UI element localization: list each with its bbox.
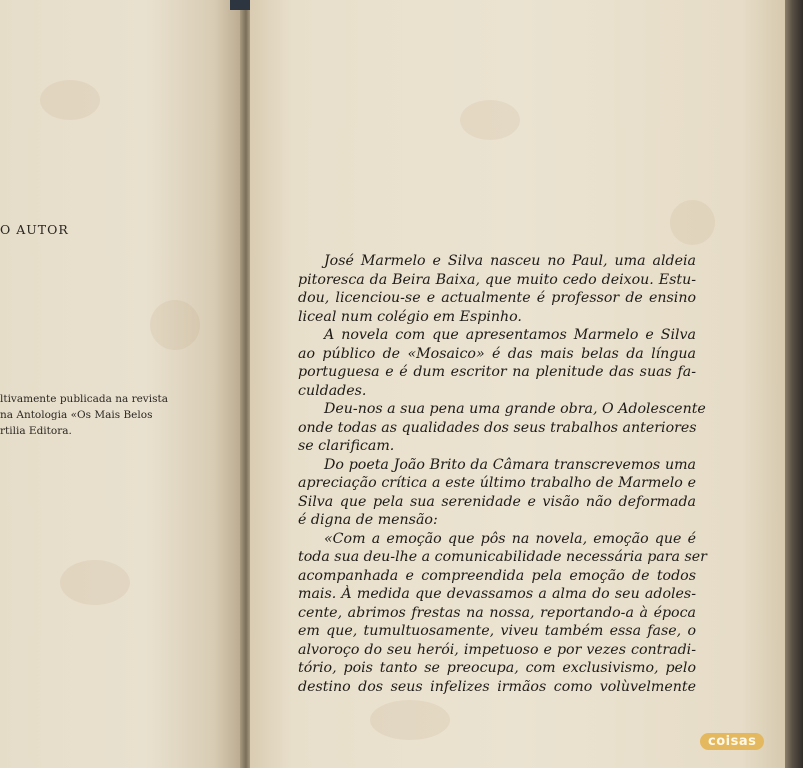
paragraph [298, 400, 706, 456]
text-line: «Com a emoção que pôs na novela, emoção que é [324, 530, 696, 547]
author-heading: O AUTOR [0, 222, 69, 237]
text-line: é digna de mensão: [298, 512, 438, 528]
text-line: onde todas as qualidades dos seus trabalhos anteriores [298, 419, 697, 436]
text-line: dou, licenciou-se e actualmente é professor de ensino [298, 290, 696, 306]
left-page [0, 0, 243, 768]
paragraph [298, 456, 696, 530]
text-line: A novela com que apresentamos Marmelo e Silva [324, 327, 696, 343]
text-line: Do poeta João Brito da Câmara transcrevemos uma [324, 456, 696, 473]
paragraph [298, 252, 696, 326]
paragraph [298, 326, 696, 400]
text-line: cente, abrimos frestas na nossa, reportando-a à época [298, 604, 696, 621]
text-line: pitoresca da Beira Baixa, que muito cedo deixou. Estu- [298, 271, 696, 288]
text-line: José Marmelo e Silva nasceu no Paul, uma aldeia [324, 253, 696, 269]
page-stain [150, 300, 200, 350]
page-stain [60, 560, 130, 605]
book-edge [785, 0, 803, 768]
publication-note-line: rtilia Editora. [0, 425, 72, 437]
text-line: alvoroço do seu herói, impetuoso e por vezes contradi- [298, 641, 696, 658]
text-line: se clarificam. [298, 438, 395, 454]
publication-note-line: ltivamente publicada na revista [0, 393, 168, 405]
text-line: culdades. [298, 382, 367, 399]
author-biography-text [298, 252, 707, 696]
text-line: em que, tumultuosamente, viveu também essa fase, o [298, 623, 696, 639]
publication-note-line: na Antologia «Os Mais Belos [0, 409, 153, 421]
page-stain [370, 700, 450, 740]
text-line: apreciação crítica a este último trabalho de Marmelo e [298, 475, 696, 491]
text-line: tório, pois tanto se preocupa, com exclusivismo, pelo [298, 660, 696, 676]
text-line: Deu-nos a sua pena uma grande obra, O Adolescente [324, 401, 706, 417]
text-line: ao público de «Mosaico» é das mais belas da língua [298, 345, 696, 362]
text-line: acompanhada e compreendida pela emoção de todos [298, 567, 696, 584]
text-line: portuguesa e é dum escritor na plenitude das suas fa- [298, 364, 696, 380]
text-line: toda sua deu-lhe a comunicabilidade necessária para ser [298, 549, 707, 565]
page-stain [670, 200, 715, 245]
text-line: mais. À medida que devassamos a alma do seu adoles- [298, 586, 696, 602]
paragraph [298, 530, 707, 697]
text-line: liceal num colégio em Espinho. [298, 308, 522, 325]
text-line: Silva que pela sua serenidade e visão não deformada [298, 493, 696, 510]
publication-note [0, 391, 240, 439]
page-stain [40, 80, 100, 120]
watermark-logo: coisas [700, 733, 764, 750]
text-line: destino dos seus infelizes irmãos como volùvelmente [298, 678, 696, 695]
page-stain [460, 100, 520, 140]
